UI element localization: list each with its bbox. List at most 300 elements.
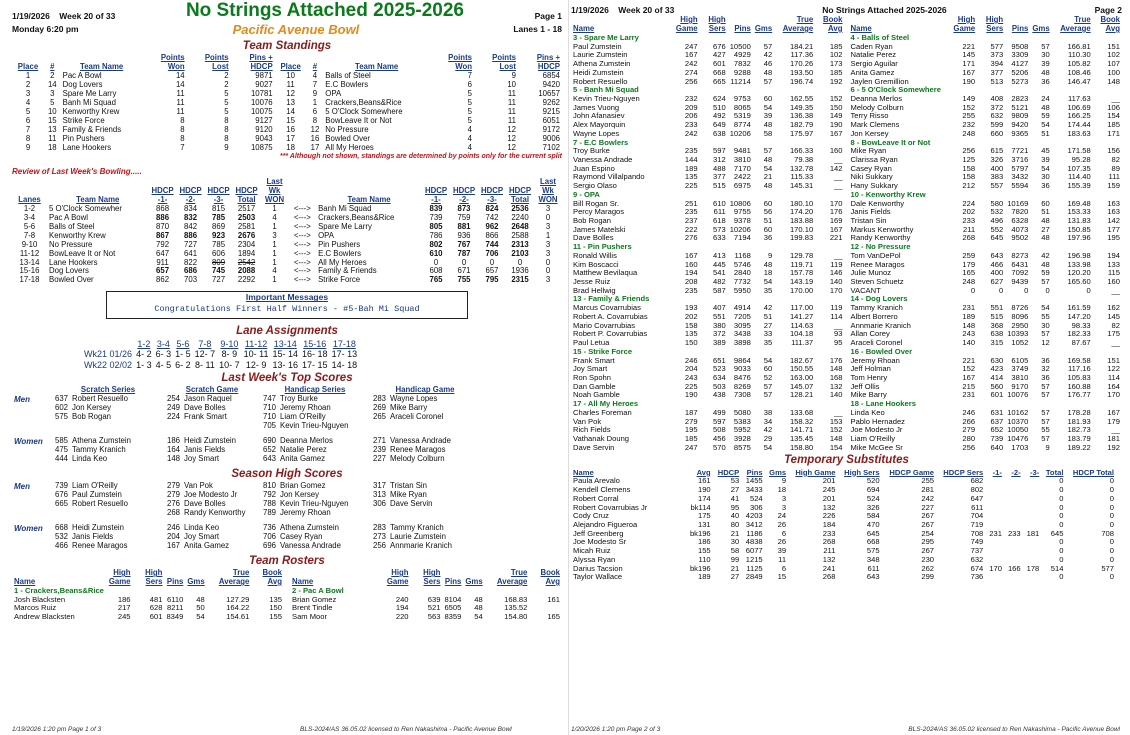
- table-cell: Marcus Covarrubias: [573, 303, 641, 313]
- team-matchup: 12- 7: [194, 349, 216, 360]
- column-header: Gms: [769, 467, 787, 477]
- table-cell: 886: [184, 230, 198, 240]
- table-cell: 60: [763, 224, 773, 234]
- table-cell: 1: [272, 239, 277, 249]
- bowler-name: Renee Maragos: [72, 540, 128, 550]
- column-header: Gms: [187, 577, 205, 587]
- table-cell: 727: [212, 275, 226, 285]
- table-cell: 560: [990, 381, 1004, 391]
- table-cell: 633: [713, 233, 726, 243]
- table-cell: <--->: [293, 257, 311, 267]
- table-cell: 174.20: [789, 207, 814, 217]
- table-cell: 4: [272, 266, 277, 276]
- score-value: 317: [372, 481, 386, 491]
- table-cell: 119: [830, 303, 843, 313]
- table-cell: 0: [1059, 572, 1064, 582]
- column-header: HDCP -3-: [480, 185, 504, 204]
- table-cell: 2588: [511, 230, 529, 240]
- table-cell: 1455: [745, 476, 763, 486]
- table-cell: 869: [212, 221, 226, 231]
- table-cell: 496: [990, 216, 1004, 225]
- column-header: High Game: [108, 568, 131, 587]
- table-cell: No Pressure: [325, 124, 369, 134]
- table-cell: 936: [457, 230, 471, 240]
- table-cell: 9439: [1011, 277, 1029, 287]
- table-cell: 107: [1107, 59, 1120, 69]
- table-cell: 326: [866, 502, 880, 512]
- table-cell: 247: [684, 442, 698, 452]
- table-cell: 155.39: [1067, 181, 1091, 191]
- score-value: 265: [372, 412, 386, 422]
- table-cell: 178: [1026, 563, 1040, 573]
- table-cell: 632: [990, 111, 1004, 121]
- score-value: 283: [372, 523, 386, 533]
- table-cell: 815: [212, 203, 226, 213]
- table-cell: 173: [829, 59, 843, 69]
- roster-header-row: [571, 16, 845, 34]
- table-cell: 541: [713, 268, 726, 278]
- table-cell: 4: [312, 71, 318, 81]
- table-cell: 2315: [511, 275, 529, 285]
- table-cell: Van Pok: [573, 416, 602, 426]
- column-header: Last Wk WON: [265, 176, 285, 204]
- table-cell: 181: [1026, 528, 1040, 538]
- bowler-name: Annmarie Kranich: [390, 540, 452, 550]
- table-cell: 14: [286, 106, 295, 116]
- score-column: [260, 524, 370, 551]
- table-cell: 182.67: [789, 355, 814, 365]
- table-cell: 0: [1024, 285, 1029, 295]
- column-header: #: [50, 62, 55, 72]
- table-cell: Terry Risso: [850, 111, 889, 121]
- table-cell: Juan Espino: [573, 163, 615, 173]
- column-header: Gms: [1032, 23, 1050, 33]
- table-cell: 660: [990, 128, 1004, 138]
- table-cell: Pin Pushers: [62, 133, 105, 143]
- table-cell: 180.10: [789, 198, 814, 208]
- table-cell: 10162: [1007, 407, 1029, 417]
- table-cell: 54: [196, 612, 205, 622]
- table-cell: 221: [829, 233, 843, 243]
- report-page-2: [568, 0, 1130, 735]
- table-cell: 106.69: [1067, 102, 1091, 112]
- team-name: 17 - All My Heroes: [573, 399, 639, 409]
- table-cell: 2581: [237, 221, 256, 231]
- table-cell: 423: [990, 364, 1004, 374]
- table-cell: 10050: [1007, 425, 1029, 435]
- score-value: 810: [262, 481, 276, 491]
- table-cell: Linda Keo: [850, 407, 885, 417]
- table-cell: 7170: [733, 163, 751, 173]
- table-cell: 8: [312, 115, 318, 125]
- table-cell: 708: [970, 528, 984, 538]
- bowler-name: Janis Fields: [184, 445, 226, 455]
- table-cell: 42: [1041, 250, 1050, 260]
- table-cell: 132: [829, 381, 843, 391]
- table-cell: Family & Friends: [62, 124, 122, 134]
- table-cell: 12: [1041, 338, 1050, 348]
- table-cell: 792: [156, 239, 170, 249]
- column-header: Book Avg: [540, 568, 560, 587]
- table-cell: 168.83: [504, 594, 528, 604]
- table-cell: 230: [921, 554, 935, 564]
- table-cell: 3: [545, 203, 551, 213]
- table-cell: 153.33: [1067, 207, 1091, 217]
- table-cell: 295: [921, 537, 935, 547]
- table-cell: 14: [175, 71, 185, 81]
- score-entry: [370, 413, 480, 422]
- table-cell: 0: [1109, 554, 1114, 564]
- table-cell: 149: [962, 93, 976, 103]
- table-cell: 110: [698, 554, 711, 564]
- table-cell: 57: [763, 381, 773, 391]
- column-header: Scratch Game: [185, 385, 239, 395]
- bowler-name: Tristan Sin: [390, 481, 427, 491]
- table-cell: 5: [467, 97, 472, 107]
- table-cell: 0: [545, 212, 551, 222]
- score-column: [370, 482, 480, 518]
- table-cell: 155: [697, 546, 711, 556]
- table-cell: 241: [822, 563, 836, 573]
- team-name: 16 - Bowled Over: [850, 346, 913, 356]
- table-cell: Robert P. Covarrubias: [573, 329, 648, 339]
- table-cell: 9481: [733, 146, 751, 156]
- table-cell: 9043: [255, 133, 273, 143]
- table-cell: 54: [763, 442, 773, 452]
- table-cell: 18: [777, 485, 787, 495]
- team-name: 6 - 5 O'Clock Somewhere: [850, 85, 941, 95]
- table-cell: 12: [286, 89, 295, 99]
- table-cell: Heidi Zumstein: [573, 67, 624, 77]
- table-cell: 2313: [511, 239, 529, 249]
- page-header-2: [571, 0, 1122, 16]
- table-cell: [1023, 512, 1042, 521]
- table-cell: 185: [829, 67, 843, 77]
- table-cell: Joy Smart: [573, 364, 608, 374]
- bowler-name: Anita Gamez: [280, 454, 326, 464]
- score-entry: [52, 413, 164, 422]
- table-cell: Albert Borrero: [850, 311, 898, 321]
- lane-pair-header: 17-18: [332, 339, 356, 350]
- table-cell: Vanessa Andrade: [573, 154, 633, 164]
- column-header: Points Won: [160, 53, 185, 72]
- bowler-name: Kevin Trieu-Nguyen: [280, 499, 349, 509]
- score-value: 167: [166, 540, 180, 550]
- table-cell: Athena Zumstein: [573, 59, 631, 69]
- table-cell: Robert A. Covarrubias: [573, 311, 648, 321]
- table-cell: 233: [1007, 528, 1021, 538]
- table-cell: 601: [990, 390, 1004, 400]
- column-header: Pins: [734, 23, 751, 33]
- table-cell: 2542: [237, 257, 256, 267]
- table-cell: 8: [180, 115, 185, 125]
- table-cell: 114: [1107, 372, 1120, 382]
- column-header: HDCP Game: [889, 467, 935, 477]
- table-cell: 9006: [542, 133, 560, 143]
- table-cell: 161.59: [1067, 303, 1091, 313]
- table-cell: 56: [763, 207, 773, 217]
- score-value: 736: [262, 523, 276, 533]
- table-cell: 154.80: [504, 612, 528, 622]
- column-header: HDCP -2-: [452, 185, 476, 204]
- table-cell: 142: [829, 163, 843, 173]
- table-cell: 7732: [733, 277, 751, 287]
- table-cell: 5: [467, 106, 472, 116]
- table-cell: 211: [962, 224, 976, 234]
- score-entry: [164, 455, 260, 464]
- team-matchup: 16- 18: [302, 349, 328, 360]
- table-cell: 53: [730, 476, 740, 486]
- table-cell: 170.26: [789, 59, 814, 69]
- table-cell: 0: [1059, 493, 1064, 503]
- table-cell: 5273: [1011, 76, 1029, 86]
- bowler-name: Tammy Kranich: [390, 523, 444, 533]
- table-cell: 630: [990, 355, 1004, 365]
- table-cell: [1004, 573, 1023, 582]
- table-cell: 194: [684, 268, 698, 278]
- table-row: [571, 565, 1116, 574]
- table-cell: 132.78: [789, 163, 814, 173]
- table-cell: 8: [224, 115, 229, 125]
- table-cell: 189: [962, 311, 976, 321]
- table-cell: <--->: [293, 212, 311, 222]
- table-cell: 11-12: [19, 248, 40, 258]
- table-cell: 206: [684, 111, 698, 121]
- table-cell: 10370: [1007, 416, 1029, 426]
- table-cell: 42: [763, 50, 773, 60]
- review-table: [12, 178, 562, 285]
- table-cell: 2: [50, 71, 55, 81]
- table-cell: 10: [507, 80, 516, 90]
- table-cell: 226: [822, 511, 836, 521]
- table-cell: Caden Ryan: [850, 41, 893, 51]
- table-cell: 4203: [745, 511, 763, 521]
- team-matchup: 4- 2: [136, 349, 152, 360]
- table-cell: 222: [684, 224, 698, 234]
- table-cell: 140: [829, 277, 843, 287]
- score-entry: [260, 422, 370, 431]
- table-cell: 739: [990, 433, 1004, 443]
- table-cell: 147.20: [1067, 311, 1091, 321]
- table-cell: 638: [713, 128, 726, 138]
- table-cell: 11: [176, 89, 185, 99]
- table-cell: 5950: [733, 285, 751, 295]
- table-cell: 224: [962, 198, 976, 208]
- table-cell: Deanna Merlos: [850, 93, 902, 103]
- table-cell: 6110: [167, 594, 184, 604]
- table-cell: 165.60: [1067, 277, 1091, 287]
- table-cell: 0: [1109, 476, 1114, 486]
- table-cell: Bill Rogan Sr.: [573, 198, 620, 208]
- table-cell: 158.32: [789, 416, 814, 426]
- table-cell: 54: [1041, 120, 1050, 130]
- column-header: Name: [292, 577, 314, 587]
- table-cell: 745: [212, 266, 226, 276]
- lane-pair-header: 5-6: [176, 339, 190, 350]
- table-cell: 3810: [1011, 372, 1029, 382]
- table-cell: 21: [730, 563, 740, 573]
- table-cell: 0: [1045, 285, 1050, 295]
- score-value: 710: [262, 412, 276, 422]
- table-cell: 389: [713, 338, 726, 348]
- table-cell: 551: [990, 303, 1004, 313]
- table-row: [12, 144, 562, 153]
- table-cell: 146.47: [1067, 76, 1091, 86]
- table-cell: 870: [156, 221, 170, 231]
- table-cell: 154: [1107, 111, 1120, 121]
- table-cell: 182.79: [789, 120, 814, 130]
- table-cell: Charles Foreman: [573, 407, 632, 417]
- table-cell: 8726: [1011, 303, 1029, 313]
- table-cell: 170: [829, 285, 843, 295]
- table-cell: 9033: [733, 364, 751, 374]
- table-cell: 54: [474, 612, 483, 622]
- table-cell: 6: [781, 528, 787, 538]
- table-cell: John Afanasiev: [573, 111, 625, 121]
- table-cell: Alex Mayorquin: [573, 120, 626, 130]
- score-value: 475: [54, 445, 68, 455]
- table-cell: Brent Tindle: [292, 603, 333, 613]
- table-cell: 610: [713, 198, 726, 208]
- table-cell: 7832: [733, 59, 751, 69]
- table-cell: Lane Hookers: [49, 257, 98, 267]
- score-value: 710: [262, 403, 276, 413]
- table-cell: 551: [713, 311, 726, 321]
- table-cell: 639: [427, 594, 441, 604]
- table-cell: 243: [962, 329, 976, 339]
- table-cell: 171.58: [1067, 146, 1091, 156]
- table-cell: Sergio Aguilar: [850, 59, 898, 69]
- column-header: Last Wk WON: [538, 176, 558, 204]
- table-cell: 48: [763, 120, 773, 130]
- bowler-name: Vanessa Andrade: [280, 540, 341, 550]
- table-cell: 736: [970, 572, 984, 582]
- table-cell: 8: [224, 133, 229, 143]
- column-header: Handicap Series: [284, 385, 346, 395]
- table-cell: 6854: [542, 71, 560, 81]
- table-cell: 668: [713, 67, 726, 77]
- score-value: 186: [166, 436, 180, 446]
- table-cell: 15: [777, 572, 787, 582]
- table-cell: 9378: [733, 216, 751, 225]
- table-cell: 8: [180, 133, 185, 143]
- table-cell: 233: [962, 216, 976, 225]
- week-number: Wk22: [84, 359, 108, 370]
- table-cell: 155: [269, 612, 282, 622]
- table-cell: 152: [829, 425, 843, 435]
- table-cell: 129.78: [789, 250, 814, 260]
- table-cell: Noah Gamble: [573, 390, 620, 400]
- table-cell: 634: [713, 372, 726, 382]
- table-cell: 182.33: [1067, 329, 1091, 339]
- column-header: Book Avg: [1100, 15, 1120, 33]
- team-matchup: 8- 11: [194, 359, 215, 370]
- team-matchup: 14- 18: [331, 359, 358, 370]
- table-cell: 0: [545, 257, 551, 267]
- table-cell: 163: [1107, 198, 1120, 208]
- table-cell: 167: [684, 250, 698, 260]
- league-title: No Strings Attached 2025-2026: [185, 0, 464, 21]
- table-cell: 184.21: [789, 41, 814, 51]
- table-cell: 145.31: [789, 181, 814, 191]
- table-cell: 48: [1041, 102, 1050, 112]
- table-cell: 153: [829, 416, 843, 426]
- score-value: 313: [372, 490, 386, 500]
- table-cell: 50: [196, 603, 205, 613]
- table-cell: 280: [962, 433, 976, 443]
- table-cell: 4073: [1011, 224, 1029, 234]
- table-cell: 10500: [729, 41, 751, 51]
- table-cell: 9: [767, 250, 773, 260]
- table-cell: 7-8: [23, 230, 36, 240]
- table-cell: 233: [684, 120, 698, 130]
- table-cell: Markus Kenworthy: [850, 224, 914, 234]
- score-value: 739: [54, 481, 68, 491]
- table-cell: 5746: [733, 259, 751, 269]
- table-cell: 57: [1041, 329, 1050, 339]
- table-cell: BowLeave It or Not: [49, 248, 116, 258]
- table-cell: 12: [507, 124, 516, 134]
- table-cell: 3412: [745, 519, 763, 529]
- table-cell: 225: [684, 381, 698, 391]
- table-cell: 140: [962, 338, 976, 348]
- table-cell: 4: [272, 212, 277, 222]
- table-cell: 135.45: [789, 433, 814, 443]
- table-cell: 33: [763, 329, 773, 339]
- table-cell: 742: [485, 212, 499, 222]
- table-cell: 38: [763, 407, 773, 417]
- table-cell: 266: [962, 416, 976, 426]
- score-value: 690: [262, 436, 276, 446]
- table-cell: 45: [1041, 146, 1050, 156]
- lanes-header-row: [82, 339, 359, 349]
- table-cell: bk114: [690, 502, 711, 512]
- table-cell: 2648: [511, 221, 529, 231]
- table-cell: 245: [117, 612, 131, 622]
- table-cell: 488: [713, 163, 726, 173]
- table-cell: 254: [921, 528, 935, 538]
- table-cell: 11: [507, 106, 516, 116]
- table-row: [571, 444, 845, 453]
- table-cell: 39: [1041, 59, 1050, 69]
- table-cell: 1: [272, 248, 277, 258]
- table-cell: 834: [184, 203, 198, 213]
- table-cell: Kenworthy Krew: [62, 106, 120, 116]
- table-cell: 156: [1107, 146, 1120, 156]
- table-row: [571, 486, 1116, 495]
- table-cell: [985, 547, 1004, 556]
- bowler-name: Kevin Trieu-Nguyen: [280, 421, 349, 431]
- table-cell: 87.67: [1071, 338, 1091, 348]
- bowler-name: Liam O'Reilly: [280, 412, 326, 422]
- standings-table: [12, 54, 562, 152]
- table-cell: 27: [763, 320, 773, 330]
- column-header: Pins + HDCP: [536, 53, 560, 72]
- team-name: 7 - E.C Bowlers: [573, 137, 629, 147]
- table-cell: 1894: [237, 248, 256, 258]
- league-title-2: No Strings Attached 2025-2026: [822, 5, 947, 16]
- table-cell: 51: [1041, 128, 1050, 138]
- subs-header-row: [571, 469, 1116, 478]
- score-value: 444: [54, 454, 68, 464]
- table-cell: 668: [866, 537, 880, 547]
- table-cell: 0: [1109, 493, 1114, 503]
- table-cell: 29: [763, 433, 773, 443]
- table-cell: Josh Blacksten: [14, 594, 66, 604]
- table-cell: 160.88: [1067, 381, 1091, 391]
- table-cell: Sergio Olaso: [573, 181, 617, 191]
- table-cell: 532: [990, 207, 1004, 217]
